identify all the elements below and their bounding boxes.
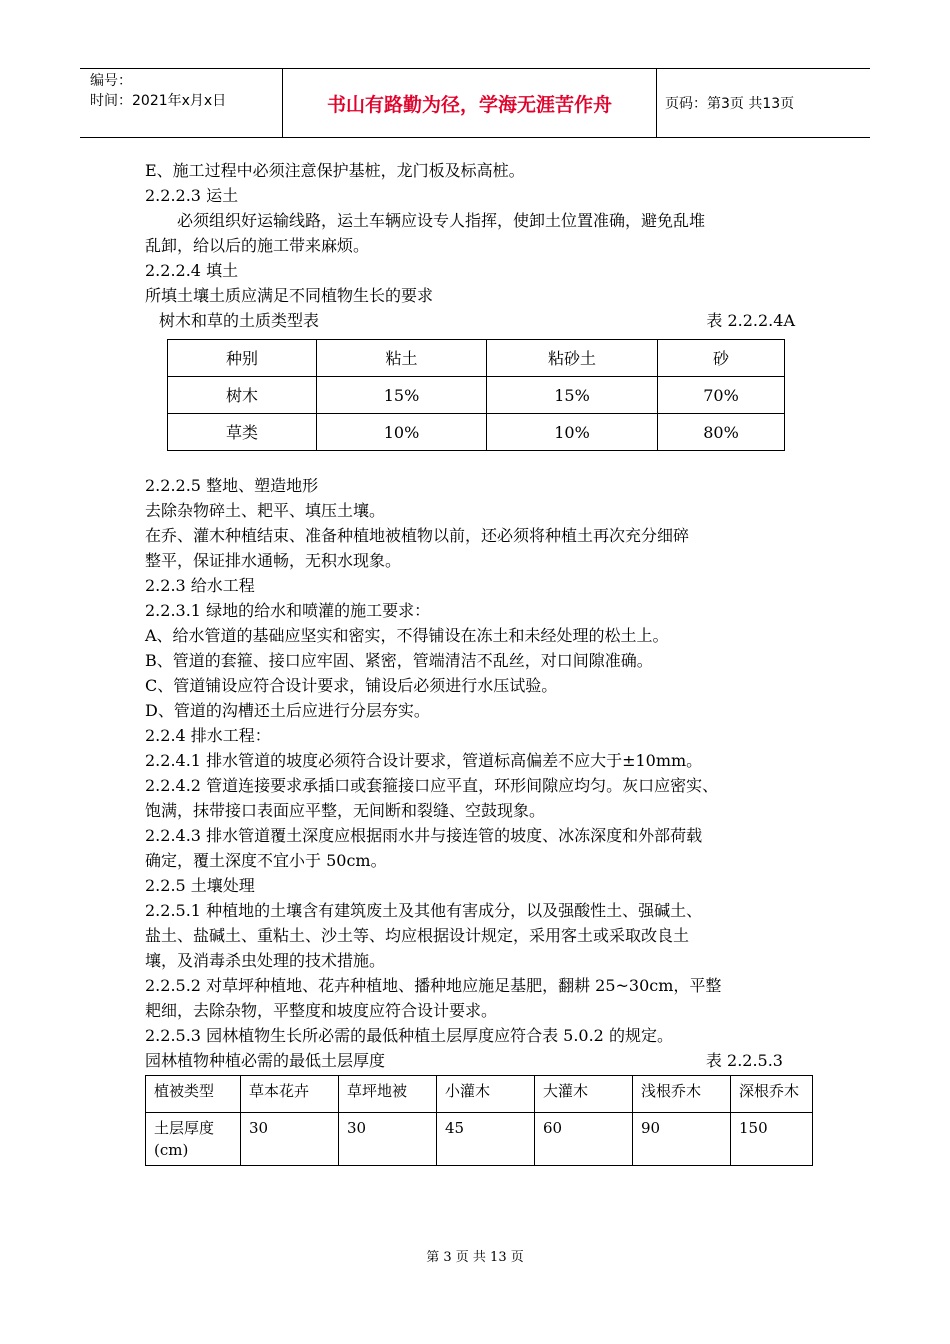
paragraph: 确定，覆土深度不宜小于 50cm。 <box>145 851 387 870</box>
paragraph: 耙细，去除杂物，平整度和坡度应符合设计要求。 <box>145 1001 498 1020</box>
table-cell: 70% <box>658 377 785 414</box>
section-heading: 2.2.2.4 填土 <box>145 261 239 280</box>
soil-depth-table <box>145 1075 813 1166</box>
paragraph: C、管道铺设应符合设计要求，铺设后必须进行水压试验。 <box>145 676 558 695</box>
table-cell: 15% <box>317 377 487 414</box>
header-meta <box>80 69 283 137</box>
table-header-cell: 大灌木 <box>535 1076 633 1113</box>
paragraph: 去除杂物碎土、耙平、填压土壤。 <box>145 501 386 520</box>
table-header-cell: 粘土 <box>317 340 487 377</box>
page-footer: 第 3 页 共 13 页 <box>426 1250 524 1265</box>
table2-id: 表 2.2.5.3 <box>705 1051 783 1070</box>
table-cell: 土层厚度(cm) <box>146 1113 241 1166</box>
table1-caption: 树木和草的土质类型表 <box>159 311 320 330</box>
table-cell: 60 <box>535 1113 633 1166</box>
header-motto: 书山有路勤为径，学海无涯苦作舟 <box>283 69 657 137</box>
paragraph: 必须组织好运输线路，运土车辆应设专人指挥，使卸土位置准确，避免乱堆 <box>177 211 706 230</box>
paragraph: 2.2.4.1 排水管道的坡度必须符合设计要求，管道标高偏差不应大于±10mm。 <box>145 751 703 770</box>
table-header-cell: 砂 <box>658 340 785 377</box>
table-cell: 150 <box>731 1113 813 1166</box>
table-cell: 30 <box>339 1113 437 1166</box>
table1-caption-row <box>145 308 825 333</box>
table-cell: 10% <box>487 414 658 451</box>
number-label: 编号： <box>90 73 132 89</box>
paragraph: 2.2.4.2 管道连接要求承插口或套箍接口应平直，环形间隙应均匀。灰口应密实、 <box>145 776 719 795</box>
table-cell: 15% <box>487 377 658 414</box>
paragraph: 2.2.5.1 种植地的土壤含有建筑废土及其他有害成分，以及强酸性土、强碱土、 <box>145 901 703 920</box>
paragraph: 2.2.5.3 园林植物生长所必需的最低种植土层厚度应符合表 5.0.2 的规定。 <box>145 1026 673 1045</box>
table-cell: 80% <box>658 414 785 451</box>
paragraph: B、管道的套箍、接口应牢固、紧密，管端清洁不乱丝，对口间隙准确。 <box>145 651 653 670</box>
table-header-cell: 深根乔木 <box>731 1076 813 1113</box>
table-cell: 树木 <box>168 377 317 414</box>
table-header-cell: 种别 <box>168 340 317 377</box>
paragraph: 壤，及消毒杀虫处理的技术措施。 <box>145 951 386 970</box>
paragraph: 乱卸，给以后的施工带来麻烦。 <box>145 236 370 255</box>
table-header-cell: 小灌木 <box>437 1076 535 1113</box>
paragraph: D、管道的沟槽还土后应进行分层夯实。 <box>145 701 430 720</box>
table-row <box>146 1113 813 1166</box>
table2-caption-row <box>145 1048 825 1073</box>
section-heading: 2.2.3 给水工程 <box>145 576 255 595</box>
paragraph: A、给水管道的基础应坚实和密实，不得铺设在冻土和未经处理的松土上。 <box>145 626 669 645</box>
table-header-row <box>168 340 785 377</box>
table-header-cell: 粘砂土 <box>487 340 658 377</box>
table-cell: 10% <box>317 414 487 451</box>
table-cell: 90 <box>633 1113 731 1166</box>
table-cell: 草类 <box>168 414 317 451</box>
table-cell: 45 <box>437 1113 535 1166</box>
section-heading: 2.2.2.3 运土 <box>145 186 239 205</box>
table-header-cell: 草本花卉 <box>241 1076 339 1113</box>
table1-id: 表 2.2.2.4A <box>706 311 795 330</box>
paragraph: E、施工过程中必须注意保护基桩，龙门板及标高桩。 <box>145 161 525 180</box>
paragraph: 在乔、灌木种植结束、准备种植地被植物以前，还必须将种植土再次充分细碎 <box>145 526 690 545</box>
section-heading: 2.2.4 排水工程： <box>145 726 271 745</box>
paragraph: 2.2.3.1 绿地的给水和喷灌的施工要求： <box>145 601 431 620</box>
document-body <box>145 158 825 1166</box>
table-header-cell: 植被类型 <box>146 1076 241 1113</box>
paragraph: 2.2.4.3 排水管道覆土深度应根据雨水井与接连管的坡度、冰冻深度和外部荷载 <box>145 826 703 845</box>
section-heading: 2.2.5 土壤处理 <box>145 876 255 895</box>
table-header-cell: 浅根乔木 <box>633 1076 731 1113</box>
table-row <box>168 414 785 451</box>
table2-caption: 园林植物种植必需的最低土层厚度 <box>145 1051 386 1070</box>
paragraph: 饱满，抹带接口表面应平整，无间断和裂缝、空鼓现象。 <box>145 801 546 820</box>
table-cell: 30 <box>241 1113 339 1166</box>
page-header <box>80 68 870 138</box>
header-page-info: 页码：第3页 共13页 <box>665 96 795 112</box>
paragraph: 所填土壤土质应满足不同植物生长的要求 <box>145 286 434 305</box>
time-label: 时间：2021年x月x日 <box>90 93 227 109</box>
section-heading: 2.2.2.5 整地、塑造地形 <box>145 476 319 495</box>
paragraph: 2.2.5.2 对草坪种植地、花卉种植地、播种地应施足基肥，翻耕 25~30cm，平整 <box>145 976 722 995</box>
soil-type-table <box>167 339 785 451</box>
paragraph: 整平，保证排水通畅，无积水现象。 <box>145 551 402 570</box>
table-row <box>168 377 785 414</box>
paragraph: 盐土、盐碱土、重粘土、沙土等、均应根据设计规定，采用客土或采取改良土 <box>145 926 690 945</box>
table-header-row <box>146 1076 813 1113</box>
table-header-cell: 草坪地被 <box>339 1076 437 1113</box>
